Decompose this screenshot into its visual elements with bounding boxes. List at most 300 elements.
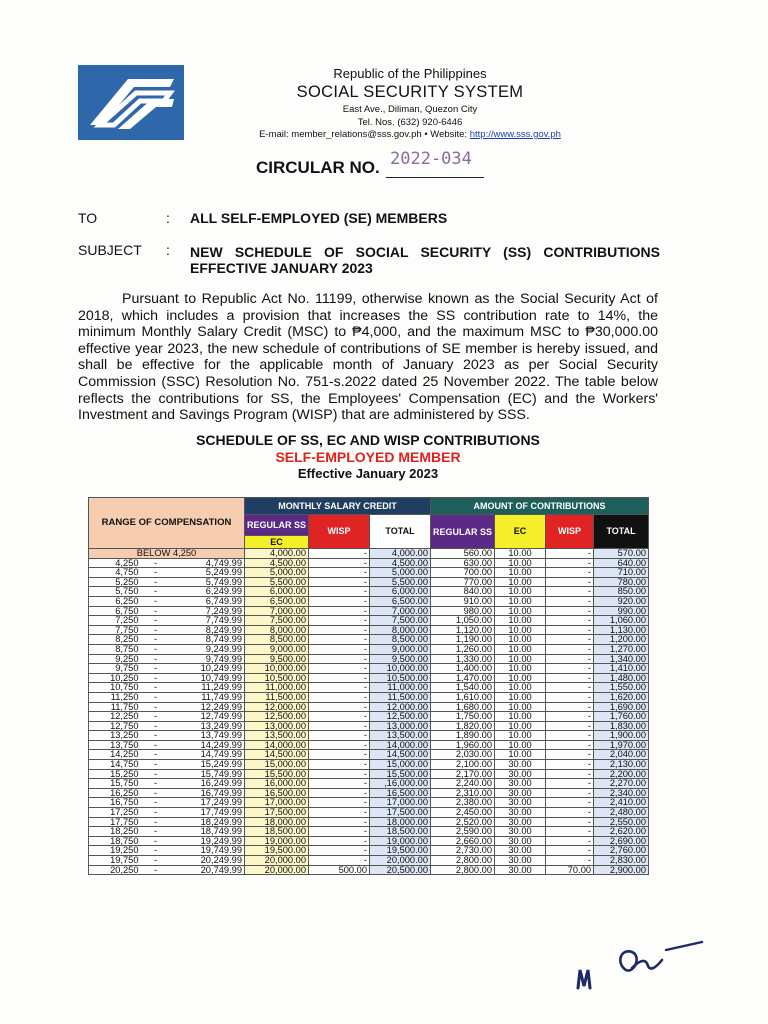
ss-amount-cell: 2,520.00 — [431, 817, 495, 827]
ss-amount-cell: 1,890.00 — [431, 731, 495, 741]
wisp-amount-cell: - — [546, 587, 594, 597]
msc-total-cell: 13,500.00 — [370, 731, 431, 741]
total-amount-cell: 2,620.00 — [594, 827, 649, 837]
range-to-cell: 12,749.99 — [171, 712, 245, 722]
range-dash-cell: - — [141, 558, 171, 568]
msc-total-cell: 10,000.00 — [370, 664, 431, 674]
range-from-cell: 6,250 — [89, 596, 141, 606]
msc-regular-cell: 10,000.00 — [245, 664, 309, 674]
ec-amount-cell: 10.00 — [495, 558, 546, 568]
range-to-cell: 17,249.99 — [171, 798, 245, 808]
range-from-cell: 14,250 — [89, 750, 141, 760]
msc-total-cell: 12,500.00 — [370, 712, 431, 722]
ec-amount-cell: 10.00 — [495, 750, 546, 760]
range-dash-cell: - — [141, 692, 171, 702]
total-amount-cell: 1,830.00 — [594, 721, 649, 731]
msc-total-cell: 8,000.00 — [370, 625, 431, 635]
wisp-amount-cell: - — [546, 568, 594, 578]
range-to-cell: 8,749.99 — [171, 635, 245, 645]
msc-regular-cell: 15,500.00 — [245, 769, 309, 779]
table-row — [89, 731, 649, 741]
range-to-cell: 13,249.99 — [171, 721, 245, 731]
range-from-cell: 7,750 — [89, 625, 141, 635]
wisp-amount-cell: - — [546, 635, 594, 645]
range-from-cell: 20,250 — [89, 865, 141, 875]
range-to-cell: 19,249.99 — [171, 836, 245, 846]
agency-name: SOCIAL SECURITY SYSTEM — [296, 83, 524, 101]
wisp-amount-cell: - — [546, 846, 594, 856]
range-dash-cell: - — [141, 788, 171, 798]
wisp-amount-cell: - — [546, 558, 594, 568]
wisp-amount-cell: - — [546, 740, 594, 750]
ss-amount-cell: 700.00 — [431, 568, 495, 578]
range-to-cell: 13,749.99 — [171, 731, 245, 741]
ss-amount-cell: 1,960.00 — [431, 740, 495, 750]
subject-colon: : — [166, 242, 170, 258]
table-row — [89, 856, 649, 866]
range-to-cell: 12,249.99 — [171, 702, 245, 712]
ec-amount-cell: 10.00 — [495, 568, 546, 578]
range-from-cell: 17,250 — [89, 808, 141, 818]
ec-amount-cell: 10.00 — [495, 673, 546, 683]
table-row — [89, 673, 649, 683]
wisp-amount-cell: - — [546, 798, 594, 808]
wisp-amount-cell: - — [546, 779, 594, 789]
table-row — [89, 683, 649, 693]
ss-amount-cell: 2,800.00 — [431, 856, 495, 866]
ss-amount-cell: 2,590.00 — [431, 827, 495, 837]
msc-regular-cell: 17,000.00 — [245, 798, 309, 808]
email-text: E-mail: member_relations@sss.gov.ph • Website: — [259, 129, 470, 140]
range-to-cell: 9,749.99 — [171, 654, 245, 664]
range-to-cell: 10,749.99 — [171, 673, 245, 683]
wisp-amount-cell: - — [546, 644, 594, 654]
table-row — [89, 760, 649, 770]
range-dash-cell: - — [141, 808, 171, 818]
range-from-cell: 4,250 — [89, 558, 141, 568]
msc-total-cell: 18,000.00 — [370, 817, 431, 827]
ec-amount-cell: 10.00 — [495, 587, 546, 597]
total-amount-cell: 1,760.00 — [594, 712, 649, 722]
range-from-cell: 8,250 — [89, 635, 141, 645]
table-row — [89, 625, 649, 635]
ss-amount-cell: 1,750.00 — [431, 712, 495, 722]
telephone-line: Tel. Nos. (632) 920-6446 — [357, 117, 463, 128]
range-header: RANGE OF COMPENSATION — [89, 498, 245, 549]
wisp-amount-cell: - — [546, 577, 594, 587]
circular-label: CIRCULAR NO. — [256, 158, 380, 177]
website-link[interactable]: http://www.sss.gov.ph — [469, 129, 561, 140]
msc-wisp-cell: - — [309, 644, 370, 654]
total-amount-cell: 1,480.00 — [594, 673, 649, 683]
range-from-cell: 18,750 — [89, 836, 141, 846]
msc-regular-cell: 16,000.00 — [245, 779, 309, 789]
range-dash-cell: - — [141, 616, 171, 626]
range-from-cell: 10,750 — [89, 683, 141, 693]
ec-amount-cell: 10.00 — [495, 625, 546, 635]
total-amount-cell: 2,200.00 — [594, 769, 649, 779]
wisp-amount-cell: - — [546, 596, 594, 606]
range-to-cell: 14,249.99 — [171, 740, 245, 750]
ss-amount-cell: 2,240.00 — [431, 779, 495, 789]
range-dash-cell: - — [141, 673, 171, 683]
ec-amount-cell: 10.00 — [495, 683, 546, 693]
ec-amount-cell: 30.00 — [495, 817, 546, 827]
range-to-cell: 16,249.99 — [171, 779, 245, 789]
total-amount-cell: 2,270.00 — [594, 779, 649, 789]
range-to-cell: 5,249.99 — [171, 568, 245, 578]
range-to-cell: 20,249.99 — [171, 856, 245, 866]
msc-wisp-cell: - — [309, 654, 370, 664]
table-row — [89, 836, 649, 846]
msc-wisp-cell: - — [309, 731, 370, 741]
to-colon: : — [166, 210, 170, 226]
table-row — [89, 635, 649, 645]
msc-total-cell: 15,500.00 — [370, 769, 431, 779]
msc-total-cell: 15,000.00 — [370, 760, 431, 770]
republic-line: Republic of the Philippines — [333, 66, 487, 81]
range-from-cell: 16,250 — [89, 788, 141, 798]
ss-amount-cell: 1,330.00 — [431, 654, 495, 664]
wisp-amount-cell: - — [546, 731, 594, 741]
range-to-cell: 14,749.99 — [171, 750, 245, 760]
ec-amount-cell: 10.00 — [495, 664, 546, 674]
range-from-cell: 4,750 — [89, 568, 141, 578]
wisp-amount-cell: - — [546, 654, 594, 664]
total-amount-cell: 2,550.00 — [594, 817, 649, 827]
msc-regular-cell: 7,500.00 — [245, 616, 309, 626]
table-effective: Effective January 2023 — [297, 466, 439, 481]
range-dash-cell: - — [141, 664, 171, 674]
wisp-amount-cell: - — [546, 817, 594, 827]
msc-wisp-cell: - — [309, 856, 370, 866]
msc-regular-cell: 14,000.00 — [245, 740, 309, 750]
msc-total-cell: 4,500.00 — [370, 558, 431, 568]
msc-regular-cell: 8,000.00 — [245, 625, 309, 635]
total-amount-cell: 1,410.00 — [594, 664, 649, 674]
total-amount-cell: 640.00 — [594, 558, 649, 568]
table-row — [89, 549, 649, 559]
table-row — [89, 596, 649, 606]
table-row — [89, 568, 649, 578]
table-row — [89, 558, 649, 568]
range-from-cell: 14,750 — [89, 760, 141, 770]
range-to-cell: 7,249.99 — [171, 606, 245, 616]
wisp-amount-cell: - — [546, 664, 594, 674]
range-to-cell: 15,249.99 — [171, 760, 245, 770]
msc-total-cell: 9,500.00 — [370, 654, 431, 664]
msc-regular-cell: 5,000.00 — [245, 568, 309, 578]
msc-wisp-cell: - — [309, 836, 370, 846]
ss-amount-cell: 1,120.00 — [431, 625, 495, 635]
msc-wisp-cell: - — [309, 769, 370, 779]
total-amount-cell: 1,550.00 — [594, 683, 649, 693]
msc-wisp-cell: - — [309, 692, 370, 702]
range-dash-cell: - — [141, 606, 171, 616]
ss-amount-cell: 2,800.00 — [431, 865, 495, 875]
msc-wisp-cell: - — [309, 808, 370, 818]
range-dash-cell: - — [141, 798, 171, 808]
ec-amount-cell: 10.00 — [495, 616, 546, 626]
ss-amount-cell: 2,660.00 — [431, 836, 495, 846]
msc-regular-cell: 15,000.00 — [245, 760, 309, 770]
msc-total-cell: 13,000.00 — [370, 721, 431, 731]
ec-amount-cell: 30.00 — [495, 836, 546, 846]
amt-total-header: TOTAL — [594, 515, 649, 549]
ec-amount-cell: 30.00 — [495, 798, 546, 808]
range-dash-cell: - — [141, 750, 171, 760]
wisp-amount-cell: - — [546, 673, 594, 683]
table-row — [89, 827, 649, 837]
msc-regular-cell: 10,500.00 — [245, 673, 309, 683]
ec-amount-cell: 30.00 — [495, 779, 546, 789]
amt-regular-ss-header: REGULAR SS — [431, 515, 495, 549]
range-dash-cell: - — [141, 625, 171, 635]
ec-amount-cell: 10.00 — [495, 549, 546, 559]
range-from-cell: 5,250 — [89, 577, 141, 587]
msc-total-cell: 6,000.00 — [370, 587, 431, 597]
msc-total-cell: 11,500.00 — [370, 692, 431, 702]
msc-wisp-cell: - — [309, 740, 370, 750]
ss-amount-cell: 910.00 — [431, 596, 495, 606]
msc-regular-cell: 14,500.00 — [245, 750, 309, 760]
ss-amount-cell: 2,310.00 — [431, 788, 495, 798]
contribution-table — [88, 497, 649, 875]
msc-total-cell: 9,000.00 — [370, 644, 431, 654]
msc-total-cell: 16,500.00 — [370, 788, 431, 798]
msc-wisp-cell: - — [309, 846, 370, 856]
subject-value: NEW SCHEDULE OF SOCIAL SECURITY (SS) CONTRIBUTIONS EFFECTIVE JANUARY 2023 — [190, 244, 660, 276]
amt-wisp-header: WISP — [546, 515, 594, 549]
msc-regular-cell: 20,000.00 — [245, 856, 309, 866]
ss-amount-cell: 1,260.00 — [431, 644, 495, 654]
wisp-amount-cell: - — [546, 836, 594, 846]
msc-regular-cell: 6,500.00 — [245, 596, 309, 606]
table-row — [89, 654, 649, 664]
msc-wisp-cell: 500.00 — [309, 865, 370, 875]
msc-total-cell: 8,500.00 — [370, 635, 431, 645]
total-amount-cell: 920.00 — [594, 596, 649, 606]
range-to-cell: 10,249.99 — [171, 664, 245, 674]
msc-regular-cell: 18,500.00 — [245, 827, 309, 837]
range-from-cell: 13,750 — [89, 740, 141, 750]
table-row — [89, 721, 649, 731]
ec-amount-cell: 10.00 — [495, 731, 546, 741]
range-dash-cell: - — [141, 769, 171, 779]
msc-regular-cell: 4,500.00 — [245, 558, 309, 568]
total-amount-cell: 2,410.00 — [594, 798, 649, 808]
total-amount-cell: 1,970.00 — [594, 740, 649, 750]
ec-amount-cell: 30.00 — [495, 760, 546, 770]
range-dash-cell: - — [141, 846, 171, 856]
ec-amount-cell: 10.00 — [495, 635, 546, 645]
msc-total-cell: ,16,000.00 — [370, 779, 431, 789]
table-row — [89, 808, 649, 818]
msc-wisp-cell: - — [309, 788, 370, 798]
msc-wisp-cell: - — [309, 673, 370, 683]
total-amount-cell: 1,200.00 — [594, 635, 649, 645]
ec-amount-cell: 10.00 — [495, 702, 546, 712]
msc-wisp-header: WISP — [309, 515, 370, 549]
ss-amount-cell: 2,450.00 — [431, 808, 495, 818]
ss-amount-cell: 2,100.00 — [431, 760, 495, 770]
msc-wisp-cell: - — [309, 616, 370, 626]
range-dash-cell: - — [141, 654, 171, 664]
range-from-cell: 10,250 — [89, 673, 141, 683]
ec-amount-cell: 30.00 — [495, 856, 546, 866]
msc-total-cell: 6,500.00 — [370, 596, 431, 606]
range-from-cell: 12,250 — [89, 712, 141, 722]
msc-wisp-cell: - — [309, 721, 370, 731]
range-cell: BELOW 4,250 — [89, 549, 245, 559]
total-amount-cell: 990.00 — [594, 606, 649, 616]
ss-amount-cell: 1,680.00 — [431, 702, 495, 712]
total-amount-cell: 1,130.00 — [594, 625, 649, 635]
msc-regular-cell: 17,500.00 — [245, 808, 309, 818]
wisp-amount-cell: - — [546, 712, 594, 722]
ss-amount-cell: 2,730.00 — [431, 846, 495, 856]
range-dash-cell: - — [141, 865, 171, 875]
table-row — [89, 788, 649, 798]
total-amount-cell: 2,480.00 — [594, 808, 649, 818]
wisp-amount-cell: - — [546, 549, 594, 559]
total-amount-cell: 2,830.00 — [594, 856, 649, 866]
wisp-amount-cell: - — [546, 750, 594, 760]
wisp-amount-cell: - — [546, 606, 594, 616]
wisp-amount-cell: - — [546, 788, 594, 798]
range-from-cell: 8,750 — [89, 644, 141, 654]
msc-wisp-cell: - — [309, 606, 370, 616]
msc-wisp-cell: - — [309, 683, 370, 693]
range-dash-cell: - — [141, 836, 171, 846]
msc-total-cell: 11,000.00 — [370, 683, 431, 693]
ss-amount-cell: 1,050.00 — [431, 616, 495, 626]
ec-amount-cell: 30.00 — [495, 827, 546, 837]
table-row — [89, 779, 649, 789]
ss-amount-cell: 1,470.00 — [431, 673, 495, 683]
table-row — [89, 865, 649, 875]
total-amount-cell: 1,060.00 — [594, 616, 649, 626]
ec-amount-cell: 30.00 — [495, 788, 546, 798]
range-dash-cell: - — [141, 577, 171, 587]
table-row — [89, 712, 649, 722]
wisp-amount-cell: - — [546, 808, 594, 818]
ss-amount-cell: 1,540.00 — [431, 683, 495, 693]
msc-regular-ss-header: REGULAR SS — [245, 515, 309, 536]
msc-regular-cell: 20,000.00 — [245, 865, 309, 875]
ec-amount-cell: 10.00 — [495, 577, 546, 587]
total-amount-cell: 850.00 — [594, 587, 649, 597]
total-amount-cell: 2,340.00 — [594, 788, 649, 798]
msc-regular-cell: 8,500.00 — [245, 635, 309, 645]
ss-amount-cell: 770.00 — [431, 577, 495, 587]
msc-wisp-cell: - — [309, 750, 370, 760]
ec-amount-cell: 10.00 — [495, 596, 546, 606]
wisp-amount-cell: - — [546, 625, 594, 635]
msc-wisp-cell: - — [309, 587, 370, 597]
ss-amount-cell: 1,400.00 — [431, 664, 495, 674]
range-to-cell: 16,749.99 — [171, 788, 245, 798]
ec-amount-cell: 30.00 — [495, 769, 546, 779]
msc-total-cell: 17,500.00 — [370, 808, 431, 818]
msc-total-cell: 5,000.00 — [370, 568, 431, 578]
range-to-cell: 18,749.99 — [171, 827, 245, 837]
ec-amount-cell: 10.00 — [495, 654, 546, 664]
amount-header: AMOUNT OF CONTRIBUTIONS — [431, 498, 649, 515]
msc-regular-cell: 16,500.00 — [245, 788, 309, 798]
range-from-cell: 19,250 — [89, 846, 141, 856]
table-title: SCHEDULE OF SS, EC AND WISP CONTRIBUTIONS — [196, 432, 540, 448]
table-row — [89, 817, 649, 827]
ss-amount-cell: 2,380.00 — [431, 798, 495, 808]
to-label: TO — [78, 210, 98, 226]
total-amount-cell: 1,340.00 — [594, 654, 649, 664]
ss-amount-cell: 980.00 — [431, 606, 495, 616]
msc-total-cell: 19,500.00 — [370, 846, 431, 856]
msc-regular-cell: 11,000.00 — [245, 683, 309, 693]
msc-regular-cell: 9,000.00 — [245, 644, 309, 654]
range-to-cell: 18,249.99 — [171, 817, 245, 827]
table-row — [89, 692, 649, 702]
msc-wisp-cell: - — [309, 596, 370, 606]
range-to-cell: 6,749.99 — [171, 596, 245, 606]
signature — [570, 930, 710, 1000]
msc-wisp-cell: - — [309, 817, 370, 827]
range-dash-cell: - — [141, 635, 171, 645]
total-amount-cell: 1,690.00 — [594, 702, 649, 712]
msc-total-cell: 7,000.00 — [370, 606, 431, 616]
total-amount-cell: 2,900.00 — [594, 865, 649, 875]
msc-ec-subheader: EC — [245, 536, 309, 549]
range-dash-cell: - — [141, 644, 171, 654]
total-amount-cell: 570.00 — [594, 549, 649, 559]
table-subtitle: SELF-EMPLOYED MEMBER — [275, 449, 461, 465]
table-row — [89, 798, 649, 808]
table-row — [89, 740, 649, 750]
range-dash-cell: - — [141, 683, 171, 693]
range-from-cell: 13,250 — [89, 731, 141, 741]
body-paragraph: Pursuant to Republic Act No. 11199, otherwise known as the Social Security Act of 2018, which includes a provision that increases the SS contribution rate to 14%, the minimum Monthly Salary Credit (MSC) to ₱4,000, and the maximum MSC to ₱30,000.00 effective year 2023, the new schedule of contributions of SE member is hereby issued, and shall be effective for the applicable month of January 2023 as per Social Security Commission (SSC) Resolution No. 751-s.2022 dated 25 November 2022. The table below reflects the contributions for SS, the Employees' Compensation (EC) and the Workers' Investment and Savings Program (WISP) that are administered by SSS. — [78, 291, 658, 424]
range-from-cell: 5,750 — [89, 587, 141, 597]
range-dash-cell: - — [141, 596, 171, 606]
range-from-cell: 17,750 — [89, 817, 141, 827]
range-from-cell: 6,750 — [89, 606, 141, 616]
ss-amount-cell: 560.00 — [431, 549, 495, 559]
msc-wisp-cell: - — [309, 779, 370, 789]
range-to-cell: 5,749.99 — [171, 577, 245, 587]
msc-regular-cell: 6,000.00 — [245, 587, 309, 597]
msc-wisp-cell: - — [309, 702, 370, 712]
amt-ec-header: EC — [495, 515, 546, 549]
table-row — [89, 769, 649, 779]
msc-wisp-cell: - — [309, 664, 370, 674]
ec-amount-cell: 10.00 — [495, 712, 546, 722]
ss-amount-cell: 2,030.00 — [431, 750, 495, 760]
range-to-cell: 9,249.99 — [171, 644, 245, 654]
range-dash-cell: - — [141, 731, 171, 741]
msc-regular-cell: 4,000.00 — [245, 549, 309, 559]
ec-amount-cell: 30.00 — [495, 846, 546, 856]
range-from-cell: 11,250 — [89, 692, 141, 702]
range-dash-cell: - — [141, 779, 171, 789]
wisp-amount-cell: - — [546, 692, 594, 702]
table-row — [89, 616, 649, 626]
total-amount-cell: 1,900.00 — [594, 731, 649, 741]
msc-wisp-cell: - — [309, 827, 370, 837]
msc-wisp-cell: - — [309, 798, 370, 808]
range-to-cell: 6,249.99 — [171, 587, 245, 597]
range-dash-cell: - — [141, 587, 171, 597]
